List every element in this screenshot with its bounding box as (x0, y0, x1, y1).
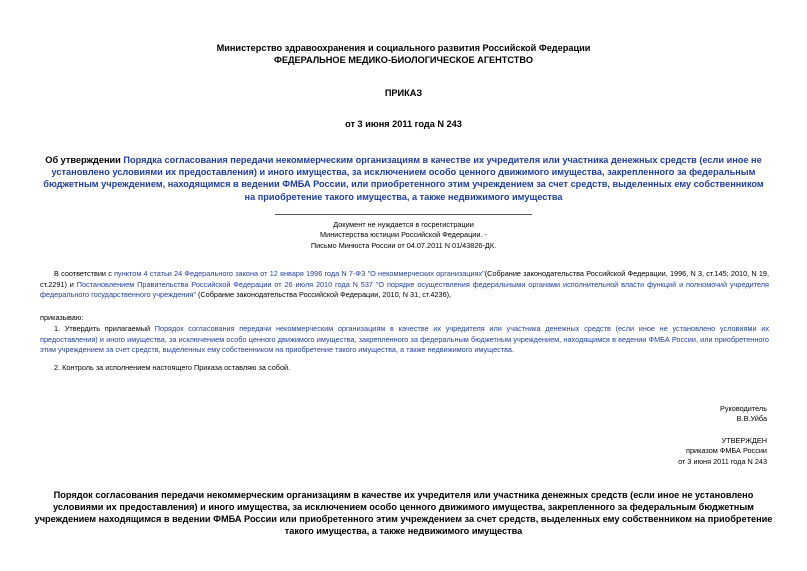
approval-block (678, 436, 767, 467)
agency-name: ФЕДЕРАЛЬНОЕ МЕДИКО-БИОЛОГИЧЕСКОЕ АГЕНТСТВО (274, 54, 533, 65)
document-type: ПРИКАЗ (384, 88, 423, 98)
order-item-1 (40, 324, 769, 356)
ministry-name: Министерство здравоохранения и социального развития Российской Федерации (216, 43, 591, 53)
signer-role: Руководитель (719, 404, 767, 413)
title-prefix: Об утверждении (45, 155, 124, 165)
government-decree-link[interactable]: Постановлением Правительства Российской Федерации от 26 июля 2010 года N 537 "О порядке осуществления федеральными органами исполнительной власти функций и полномочий учредителя федерального государственного учреждения" (40, 279, 769, 300)
preamble-paragraph (40, 269, 769, 301)
approval-line-3: от 3 июня 2011 года N 243 (678, 456, 767, 466)
signature-block (720, 404, 767, 425)
note-line-3: Письмо Минюста России от 04.07.2011 N 01/43826-ДК. (310, 240, 497, 250)
document-header (0, 43, 807, 66)
document-date: от 3 июня 2011 года N 243 (345, 119, 462, 129)
note-line-1: Документ не нуждается в госрегистрации (333, 220, 474, 229)
item1-text-1: 1. Утвердить прилагаемый (54, 324, 155, 333)
approval-line-2: приказом ФМБА России (686, 446, 767, 456)
preamble-text-2: (Собрание законодательства Российской Федерации, 1996, N 3, ст.145; 2010, N 19, ст.2291) и (40, 269, 770, 289)
document-title (40, 154, 767, 203)
note-divider (275, 214, 532, 215)
procedure-title: Порядок согласования передачи некоммерческим организациям в качестве их учредителя или участника денежных средств (если иное не установлено условиями их предоставления) и иного имущества, за исключением особо ценного движимого имущества, закрепленного за федеральным бюджетным учреждением находящимся в ведении ФМБА России или приобретенного этим учреждением за счет средств, выделенных ему собственником на приобретение такого имущества, а также недвижимого имущества (34, 490, 773, 536)
registration-note (260, 220, 547, 251)
federal-law-link[interactable]: пунктом 4 статьи 24 Федерального закона от 12 января 1996 года N 7-ФЗ "О некоммерческих организациях" (114, 269, 485, 278)
preamble-text-1: В соответствии с (54, 269, 115, 278)
note-line-2: Министерства юстиции Российской Федерации. - (320, 230, 487, 240)
order-word: приказываю: (40, 313, 84, 322)
item1-text-2: . (511, 345, 515, 355)
title-procedure-link[interactable]: Порядка согласования передачи некоммерческим организациям в качестве их учредителя или участника денежных средств (если иное не установлено условиями их предоставления) и иного имущества, за исключением особо ценного движимого имущества, закрепленного за федеральным бюджетным учреждением, находящимся в ведении ФМБА России, или приобретенного этим учреждением за счет средств, выделенных ему собственником на приобретение такого имущества, а также недвижимого имущества (43, 155, 764, 202)
approval-line-1: УТВЕРЖДЕН (721, 436, 767, 445)
preamble-text-3: (Собрание законодательства Российской Федерации, 2010, N 31, ст.4236), (195, 290, 452, 300)
signer-name: В.В.Уйба (736, 414, 767, 424)
procedure-link[interactable]: Порядок согласования передачи некоммерческим организациям в качестве их учредителя или участника денежных средств (если иное не установлено условиями их предоставления) и иного имущества, за исключением особо ценного движимого имущества, закрепленного за федеральным бюджетным учреждением, находящимся в ведении ФМБА России, или приобретенного этим учреждением за счет средств, выделенных ему собственником на приобретение такого имущества, а также недвижимого имущества (40, 324, 769, 355)
order-item-2: 2. Контроль за исполнением настоящего Приказа оставляю за собой. (54, 363, 291, 372)
